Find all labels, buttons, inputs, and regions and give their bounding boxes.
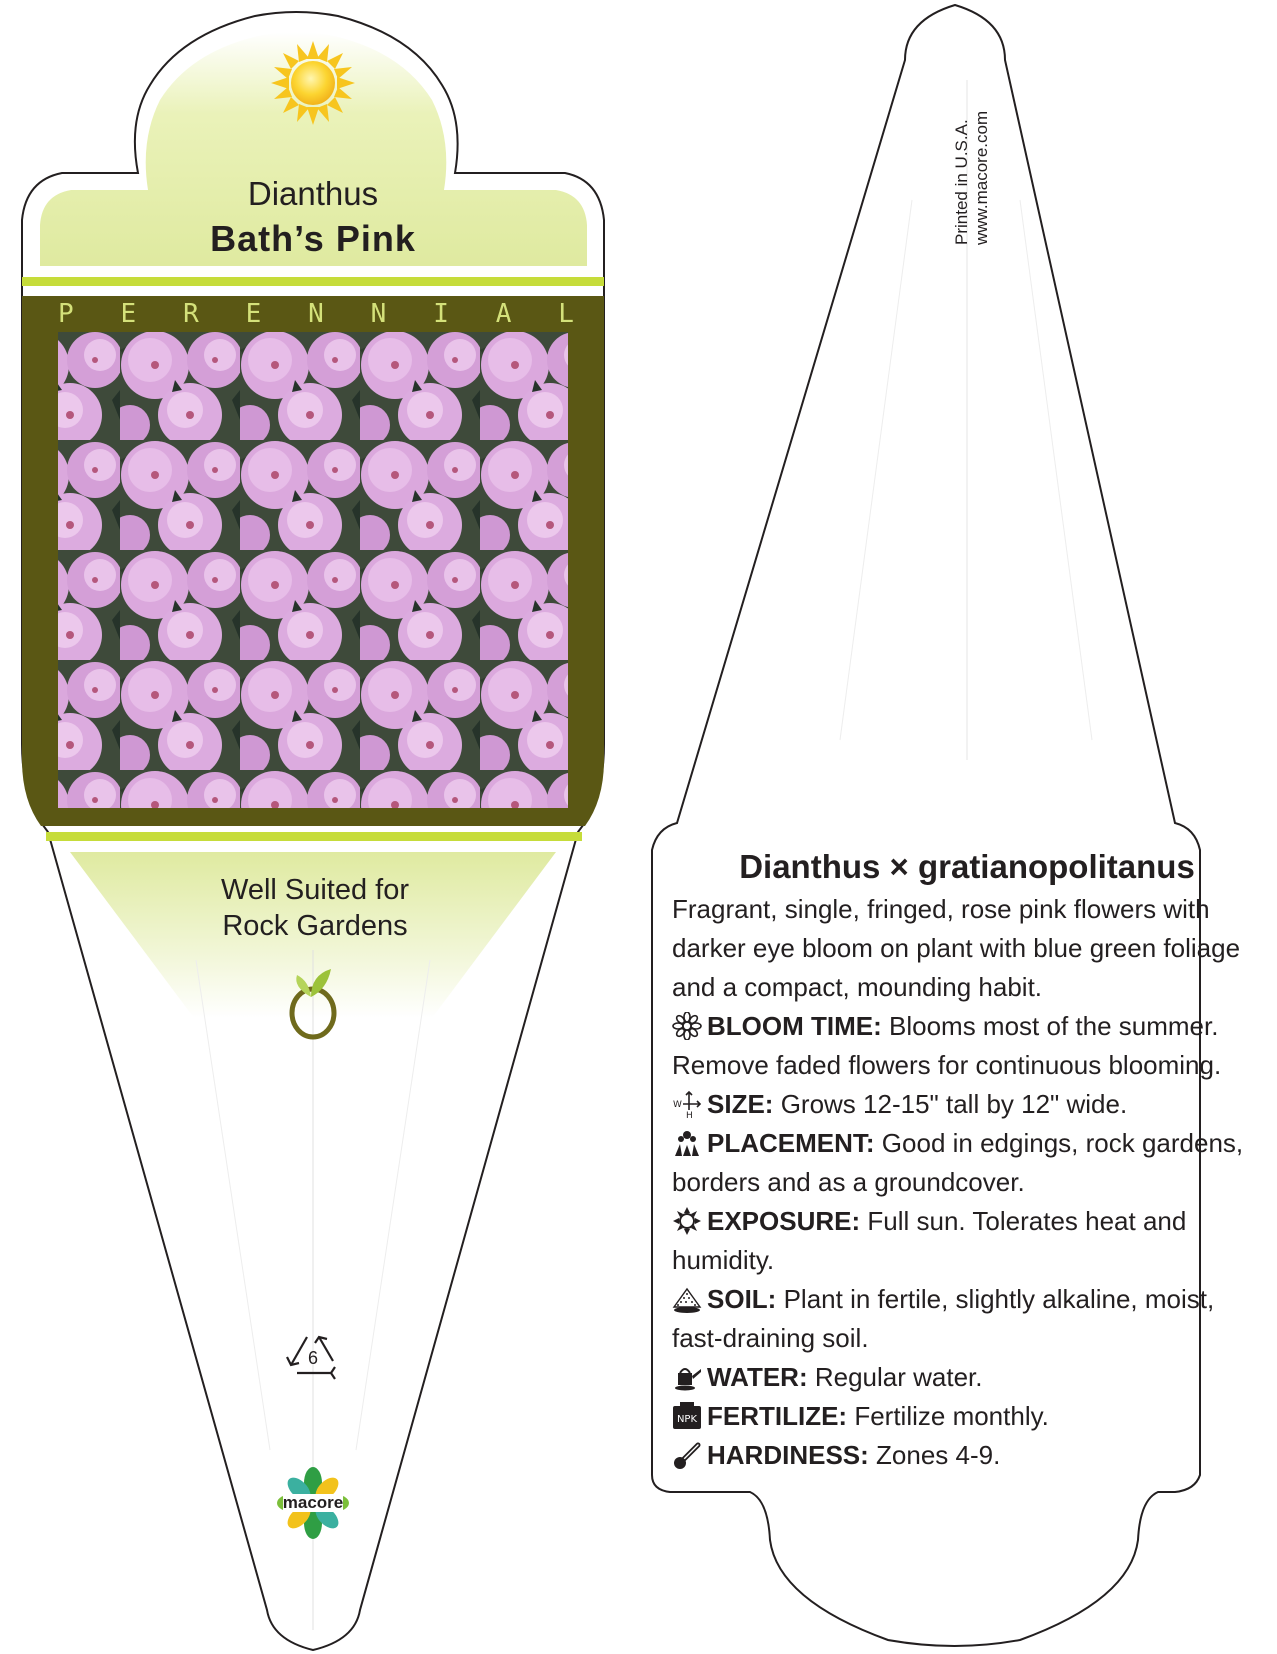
care-text: Full sun. Tolerates heat and humidity. xyxy=(672,1206,1187,1275)
care-text: Plant in fertile, slightly alkaline, moist, fast-draining soil. xyxy=(672,1284,1215,1353)
size-icon xyxy=(672,1090,702,1118)
botanical-name: Dianthus × gratianopolitanus xyxy=(739,848,1195,885)
care-text: Regular water. xyxy=(814,1362,983,1392)
category-letter: A xyxy=(495,299,512,329)
plant-genus-title: Dianthus xyxy=(247,175,379,212)
care-text: Zones 4-9. xyxy=(876,1440,1001,1470)
care-label: SIZE: xyxy=(707,1089,774,1119)
tagline-line: Well Suited for xyxy=(220,874,410,906)
category-letter: E xyxy=(245,299,262,329)
category-letter: L xyxy=(558,299,574,329)
category-letter: N xyxy=(308,299,324,329)
sun-exposure-icon xyxy=(672,1207,702,1235)
print-note xyxy=(952,45,992,245)
tagline xyxy=(70,872,560,944)
care-label: SOIL: xyxy=(707,1284,777,1314)
brand-name: macore xyxy=(282,1493,344,1512)
category-letter: P xyxy=(58,299,74,329)
recycle-code: 6 xyxy=(307,1348,318,1368)
care-row-soil xyxy=(672,1280,1262,1358)
care-row-bloom xyxy=(672,1007,1262,1085)
placement-icon xyxy=(672,1129,702,1157)
plant-variety-title: Bath’s Pink xyxy=(210,218,416,259)
care-text: Good in edgings, rock gardens, borders and as a groundcover. xyxy=(672,1128,1244,1197)
category-letter: I xyxy=(433,299,449,329)
care-label: BLOOM TIME: xyxy=(707,1011,882,1041)
care-text: Fertilize monthly. xyxy=(854,1401,1049,1431)
flower-icon xyxy=(672,1012,702,1040)
care-label: EXPOSURE: xyxy=(707,1206,861,1236)
care-row-size xyxy=(672,1085,1262,1124)
care-label: WATER: xyxy=(707,1362,808,1392)
plant-description: Fragrant, single, fringed, rose pink flowers with darker eye bloom on plant with blue green foliage and a compact, mounding habit. xyxy=(672,894,1241,1002)
care-row-exposure xyxy=(672,1202,1262,1280)
care-row-placement xyxy=(672,1124,1262,1202)
thermometer-icon xyxy=(672,1441,702,1469)
care-label: FERTILIZE: xyxy=(707,1401,848,1431)
watering-can-icon xyxy=(672,1363,702,1391)
care-info xyxy=(672,848,1262,1475)
tagline-line: Rock Gardens xyxy=(222,910,408,942)
category-letter: R xyxy=(183,299,199,329)
npk-label: NPK xyxy=(676,1414,698,1425)
print-origin: Printed in U.S.A. xyxy=(952,119,971,245)
print-website: www.macore.com xyxy=(972,110,991,245)
category-letter: E xyxy=(120,299,137,329)
size-h: H xyxy=(686,1111,693,1118)
care-row-hardiness xyxy=(672,1436,1262,1475)
care-row-fertilize xyxy=(672,1397,1262,1436)
care-row-water xyxy=(672,1358,1262,1397)
npk-icon xyxy=(672,1402,702,1430)
care-text: Grows 12-15" tall by 12" wide. xyxy=(780,1089,1128,1119)
care-label: HARDINESS: xyxy=(707,1440,869,1470)
sun-icon xyxy=(271,41,355,125)
soil-icon xyxy=(672,1285,702,1313)
category-letter: N xyxy=(370,299,387,329)
flower-photo xyxy=(58,332,568,808)
care-text: Blooms most of the summer. Remove faded flowers for continuous blooming. xyxy=(672,1011,1222,1080)
care-label: PLACEMENT: xyxy=(707,1128,875,1158)
size-w: W xyxy=(673,1100,682,1110)
category-band xyxy=(22,296,604,332)
